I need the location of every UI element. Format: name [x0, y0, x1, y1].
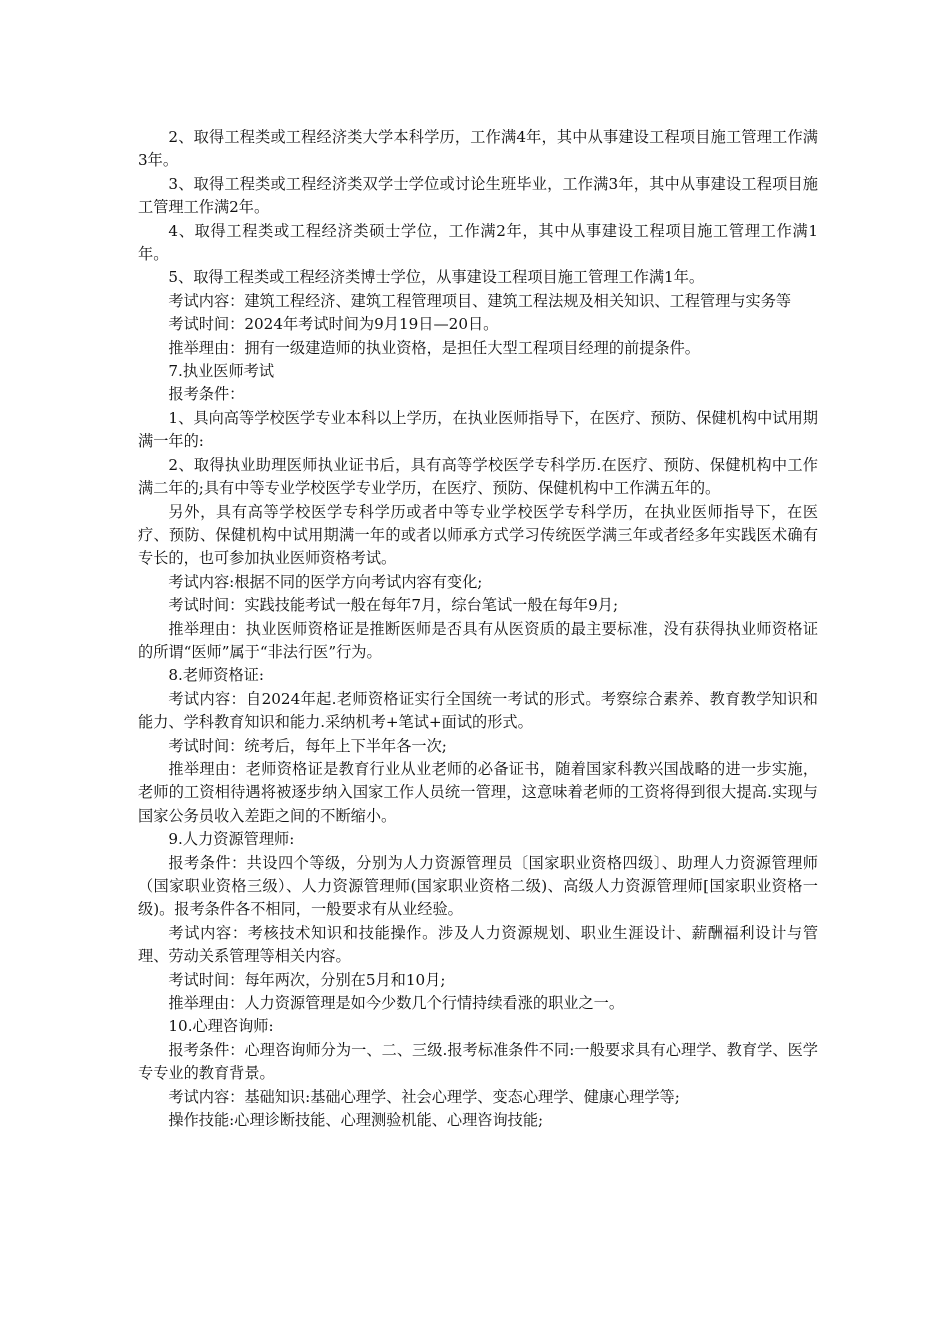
paragraph: 推举理由：拥有一级建造师的执业资格，是担任大型工程项目经理的前提条件。 — [168, 338, 700, 357]
document-body — [138, 126, 818, 1132]
section-heading: 9.人力资源管理师: — [168, 830, 295, 849]
paragraph: 考试时间：2024年考试时间为9月19日—20日。 — [168, 315, 499, 334]
paragraph: 操作技能:心理诊断技能、心理测验机能、心理咨询技能; — [168, 1111, 544, 1130]
section-heading: 10.心理咨询师: — [168, 1017, 274, 1036]
paragraph: 5、取得工程类或工程经济类博士学位，从事建设工程项目施工管理工作满1年。 — [168, 268, 705, 287]
paragraph: 2、取得执业助理医师执业证书后，具有高等学校医学专科学历.在医疗、预防、保健机构中工作满二年的;具有中等专业学校医学专业学历，在医疗、预防、保健机构中工作满五年的。 — [138, 455, 818, 498]
paragraph: 3、取得工程类或工程经济类双学士学位或讨论生班毕业，工作满3年，其中从事建设工程项目施工管理工作满2年。 — [138, 174, 818, 217]
paragraph: 推举理由：老师资格证是教育行业从业老师的必备证书，随着国家科教兴国战略的进一步实施，老师的工资相待遇将被逐步纳入国家工作人员统一管理，这意味着老师的工资将得到很大提高.实现与国家公务员收入差距之间的不断缩小。 — [138, 759, 818, 825]
paragraph: 考试内容：建筑工程经济、建筑工程管理项目、建筑工程法规及相关知识、工程管理与实务等 — [168, 291, 792, 310]
section-heading: 8.老师资格证: — [168, 666, 264, 685]
paragraph: 考试时间：统考后，每年上下半年各一次; — [168, 736, 447, 755]
paragraph: 推举理由：执业医师资格证是推断医师是否具有从医资质的最主要标准，没有获得执业师资格证的所谓“医师”属于“非法行医”行为。 — [138, 619, 818, 661]
paragraph: 考试内容：自2024年起.老师资格证实行全国统一考试的形式。考察综合素养、教育教学知识和能力、学科教育知识和能力.采纳机考+笔试+面试的形式。 — [138, 689, 818, 732]
paragraph: 4、取得工程类或工程经济类硕士学位，工作满2年，其中从事建设工程项目施工管理工作满1年。 — [138, 221, 818, 264]
paragraph: 考试内容：基础知识:基础心理学、社会心理学、变态心理学、健康心理学等; — [168, 1087, 680, 1106]
paragraph: 另外，具有高等学校医学专科学历或者中等专业学校医学专科学历，在执业医师指导下，在医疗、预防、保健机构中试用期满一年的或者以师承方式学习传统医学满三年或者经多年实践医术确有专长的，也可参加执业医师资格考试。 — [138, 502, 818, 568]
paragraph: 推举理由：人力资源管理是如今少数几个行情持续看涨的职业之一。 — [168, 994, 625, 1013]
paragraph: 考试时间：每年两次，分别在5月和10月; — [168, 970, 446, 989]
paragraph: 考试内容:根据不同的医学方向考试内容有变化; — [168, 572, 483, 591]
paragraph: 考试内容：考核技术知识和技能操作。涉及人力资源规划、职业生涯设计、薪酬福利设计与管理、劳动关系管理等相关内容。 — [138, 923, 818, 966]
paragraph: 报考条件：共设四个等级，分别为人力资源管理员〔国家职业资格四级〕、助理人力资源管理师（国家职业资格三级）、人力资源管理师(国家职业资格二级)、高级人力资源管理师[国家职业资格一级)。报考条件各不相同，一般要求有从业经验。 — [138, 853, 818, 919]
paragraph: 2、取得工程类或工程经济类大学本科学历，工作满4年，其中从事建设工程项目施工管理工作满3年。 — [138, 128, 818, 170]
paragraph: 报考条件：心理咨询师分为一、二、三级.报考标准条件不同:一般要求具有心理学、教育学、医学专专业的教育背景。 — [138, 1040, 818, 1083]
paragraph: 1、具向高等学校医学专业本科以上学历，在执业医师指导下，在医疗、预防、保健机构中试用期满一年的: — [138, 408, 818, 451]
paragraph: 考试时间：实践技能考试一般在每年7月，综台笔试一般在每年9月; — [168, 596, 619, 615]
paragraph: 报考条件： — [168, 385, 245, 404]
section-heading: 7.执业医师考试 — [168, 362, 275, 381]
